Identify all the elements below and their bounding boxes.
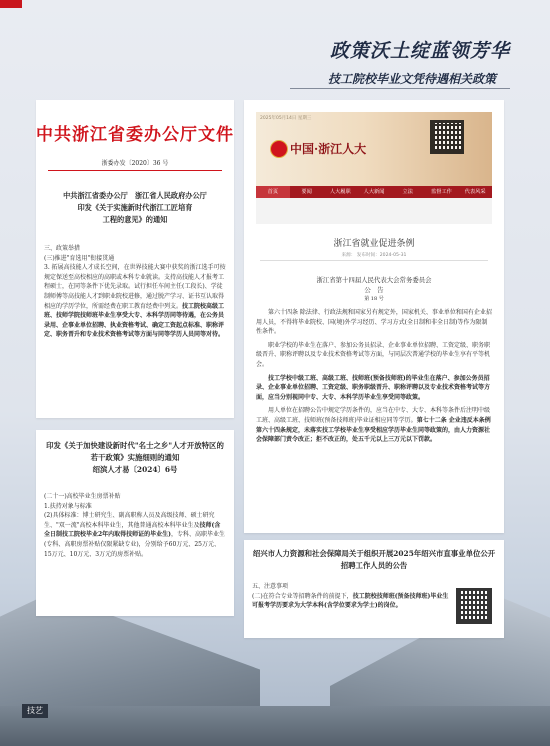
letterhead: 中共浙江省委办公厅文件 xyxy=(36,125,234,145)
paragraph-text: 3. 拓展高技能人才成长空间，在世界技能大赛中获奖的浙江选手可按规定保送至高校相应的高职或本科专业就读。支持高技能人才报考工程硕士，在同等条件下优先录取。试行担任车间主任(工段长)、学徒制师傅等高技能人才到职业院校进修，通过脱产学习、证书互认取得相应的学历学位，所需经费在职工教育经费中列支。 xyxy=(44,264,226,310)
announcement-number: 第 18 号 xyxy=(364,296,384,303)
regulation-body xyxy=(256,308,492,449)
policy-card-provincial-office xyxy=(36,100,234,418)
recruitment-body xyxy=(252,582,450,611)
paragraph-text: 用人单位在招聘公告中规定学历条件的，应当在中专、大专、本科等条件后注明中级工班、高级工班、技师班(预备技师班)毕业证相应同等学历。 xyxy=(256,407,491,424)
nav-item[interactable]: 立法 xyxy=(402,189,413,195)
section-heading: (二十一)高校毕业生房票补贴 xyxy=(44,493,121,500)
notice-body xyxy=(44,492,226,559)
paragraph-text: ，专科、高职毕业生(专科、高职房票补贴仅限紧缺专业)，分别给予60万元、25万元、15万元、10万元、3万元的房票补贴。 xyxy=(44,531,226,558)
corner-accent-bar xyxy=(0,0,22,8)
item-heading: 1.扶持对象与标准 xyxy=(44,502,92,510)
item-paragraph xyxy=(44,511,226,559)
article-paragraph: 职业学校的毕业生在落户、参加公务员招录、企业事业单位招聘、工资定级、职务职级晋升、职称评聘以及专业技术资格考试等方面，与同层次普通学校的毕业生享有平等机会。 xyxy=(256,341,491,368)
article-paragraph-highlight: 技工学校中级工班、高级工班、技师班(预备技师班)的毕业生在落户、参加公务员招录、企业事业单位招聘、工资定级、职务职级晋升、职称评聘以及专业技术资格考试等方面，应当分别视同中专、大专、本科学历毕业生享受同等政策。 xyxy=(256,374,491,401)
notice-title: 印发《关于加快建设新时代"名士之乡"人才开放特区的若干政策》实施细则的通知 绍滨人才易〔2024〕6号 xyxy=(46,441,224,474)
highlight-text: 技工院校高级工班、技师学院技师班毕业生享受大专、本科学历同等待遇，在公务员录用、企事业单位招聘、执业资格考试、确定工资起点标准、职称评定、职务晋升和专业技术资格考试等方面与同等学历人员同等对待。 xyxy=(44,302,225,339)
nav-item[interactable]: 监督工作 xyxy=(431,189,452,195)
subsection-heading: (三)推进"育选用"衔接贯通 xyxy=(44,254,115,262)
issuer-name: 浙江省第十四届人民代表大会常务委员会 xyxy=(316,276,432,284)
highlight-text: 第七十二条 企业违反本条例第六十四条规定，未落实技工学校毕业生享受相应学历毕业生同等政策的，由人力资源社会保障部门责令改正；拒不改正的，处五千元以上三万元以下罚款。 xyxy=(256,416,491,444)
paragraph-text: (二)在符合专业等招聘条件的前提下， xyxy=(252,592,353,600)
qr-code-icon xyxy=(430,120,464,154)
banner-spacer xyxy=(256,198,492,224)
page-title: 政策沃土绽蓝领芳华 xyxy=(329,40,510,62)
nav-item[interactable]: 人大新闻 xyxy=(363,189,385,195)
highlight-text: 技工院校技师班(预备技师班)毕业生可报考学历要求为大学本科(含学位要求为学士)的岗位。 xyxy=(252,592,449,610)
regulation-meta: 来源： 发布时间：2024-05-31 xyxy=(341,253,407,258)
policy-card-employment-regulation xyxy=(244,100,504,533)
document-body xyxy=(44,244,226,340)
website-nav xyxy=(256,186,492,198)
document-number: 浙委办发〔2020〕36 号 xyxy=(101,160,169,167)
issuer-block xyxy=(244,276,504,305)
nav-item[interactable]: 首页 xyxy=(256,186,290,198)
paragraph-text: (2)具体标准：博士研究生、副高职称人员及高级技师、硕士研究生、"双一流"高校本科毕业生，其他普通高校本科毕业生及 xyxy=(44,512,215,529)
banner-date: 2025年05月14日 星期三 xyxy=(260,116,312,121)
header-divider xyxy=(290,88,510,89)
article-paragraph: 第六十四条 除法律、行政法规和国家另有规定外，国家机关、事业单位和国有企业招用人员，不得将毕业院校、国(境)外学习经历、学习方式(全日制和非全日制)等作为限制性条件。 xyxy=(256,309,492,336)
body-paragraph xyxy=(44,263,226,340)
announcement-label: 公 告 xyxy=(364,285,384,294)
section-heading: 三、政策举措 xyxy=(44,245,81,252)
policy-card-talent-notice xyxy=(36,430,234,616)
highlight-text: 技师(含全日制技工院校毕业2年内取得技师证的毕业生) xyxy=(44,521,221,539)
page-subtitle: 技工院校毕业文凭待遇相关政策 xyxy=(327,72,496,86)
meta-divider xyxy=(260,260,488,261)
regulation-title: 浙江省就业促进条例 xyxy=(333,239,415,249)
qr-code-icon xyxy=(456,588,492,624)
body-paragraph xyxy=(252,592,450,611)
website-name: 中国·浙江人大 xyxy=(290,142,367,156)
national-emblem-icon xyxy=(270,140,288,158)
document-title: 中共浙江省委办公厅 浙江省人民政府办公厅 印发《关于实施新时代浙江工匠培育 工程的意见》的通知 xyxy=(63,191,207,224)
policy-card-recruitment-notice xyxy=(244,540,504,638)
section-heading: 五、注意事项 xyxy=(252,583,289,590)
recruitment-title: 绍兴市人力资源和社会保障局关于组织开展2025年绍兴市直事业单位公开招聘工作人员的公告 xyxy=(252,549,496,570)
building-sign: 技艺 xyxy=(22,704,48,718)
nav-item[interactable]: 要闻 xyxy=(301,189,312,195)
nav-item[interactable]: 人大履职 xyxy=(329,189,351,195)
background-ground xyxy=(0,706,550,746)
nav-item[interactable]: 代表风采 xyxy=(464,189,486,195)
article-paragraph xyxy=(256,406,492,444)
letterhead-rule xyxy=(48,170,222,171)
